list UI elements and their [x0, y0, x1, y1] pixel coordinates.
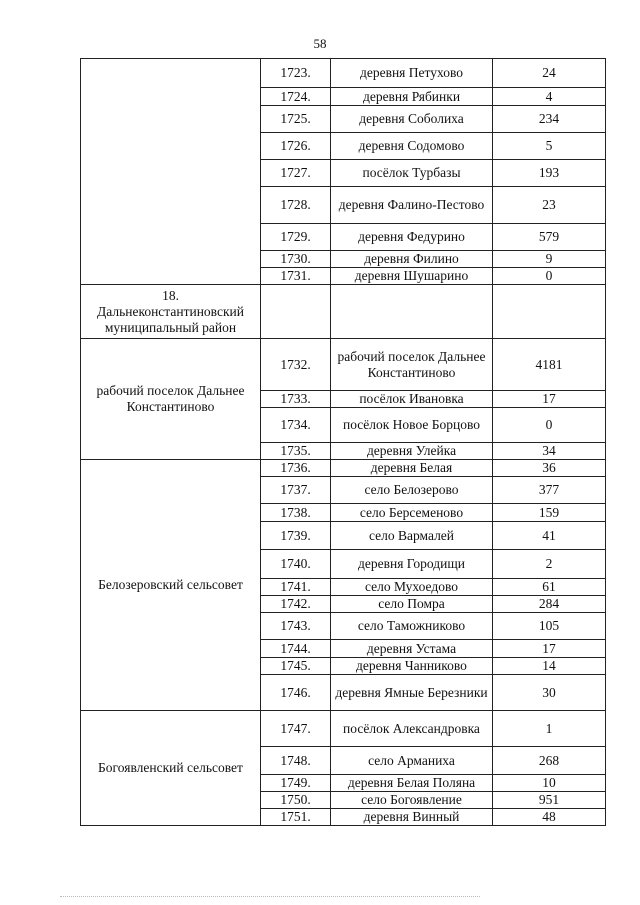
settlement-name: деревня Федурино [331, 224, 493, 251]
population: 23 [493, 187, 606, 224]
population: 36 [493, 460, 606, 477]
settlement-name: деревня Филино [331, 251, 493, 268]
settlement-name: посёлок Ивановка [331, 391, 493, 408]
settlement-name: посёлок Новое Борцово [331, 408, 493, 443]
row-number: 1738. [261, 504, 331, 522]
settlement-name: деревня Петухово [331, 59, 493, 88]
population: 193 [493, 160, 606, 187]
row-number: 1723. [261, 59, 331, 88]
row-number: 1741. [261, 579, 331, 596]
population: 0 [493, 268, 606, 285]
row-number: 1735. [261, 443, 331, 460]
settlement-name: село Мухоедово [331, 579, 493, 596]
population: 61 [493, 579, 606, 596]
row-number: 1731. [261, 268, 331, 285]
row-number: 1746. [261, 675, 331, 711]
table-row [81, 59, 606, 88]
population: 159 [493, 504, 606, 522]
row-number: 1733. [261, 391, 331, 408]
settlement-name: деревня Содомово [331, 133, 493, 160]
settlement-name: село Богоявление [331, 792, 493, 809]
settlement-name: деревня Винный [331, 809, 493, 826]
settlement-name: село Таможниково [331, 613, 493, 640]
population: 41 [493, 522, 606, 550]
population: 10 [493, 775, 606, 792]
settlement-name: деревня Белая [331, 460, 493, 477]
population: 268 [493, 747, 606, 775]
settlement-name: деревня Соболиха [331, 106, 493, 133]
population: 48 [493, 809, 606, 826]
table-row [81, 339, 606, 391]
row-number: 1749. [261, 775, 331, 792]
settlement-name: деревня Рябинки [331, 88, 493, 106]
settlement-name: деревня Городищи [331, 550, 493, 579]
settlement-name: деревня Улейка [331, 443, 493, 460]
area-cell [81, 59, 261, 285]
page-number: 58 [313, 36, 327, 51]
area-cell: Богоявленский сельсовет [81, 711, 261, 826]
empty-cell [331, 285, 493, 339]
row-number: 1750. [261, 792, 331, 809]
settlement-name: деревня Фалино-Пестово [331, 187, 493, 224]
district-number: 18. [162, 287, 179, 303]
row-number: 1737. [261, 477, 331, 504]
row-number: 1729. [261, 224, 331, 251]
population: 5 [493, 133, 606, 160]
row-number: 1751. [261, 809, 331, 826]
settlement-name: село Белозерово [331, 477, 493, 504]
settlement-name: деревня Чанниково [331, 658, 493, 675]
area-cell: Белозеровский сельсовет [81, 460, 261, 711]
row-number: 1730. [261, 251, 331, 268]
district-heading [81, 285, 261, 339]
settlement-name: посёлок Турбазы [331, 160, 493, 187]
settlement-name: деревня Шушарино [331, 268, 493, 285]
population: 377 [493, 477, 606, 504]
population: 30 [493, 675, 606, 711]
area-cell: рабочий поселок Дальнее Константиново [81, 339, 261, 460]
row-number: 1742. [261, 596, 331, 613]
row-number: 1727. [261, 160, 331, 187]
row-number: 1740. [261, 550, 331, 579]
settlement-name: село Берсеменово [331, 504, 493, 522]
row-number: 1726. [261, 133, 331, 160]
scan-artifact-line [60, 896, 480, 899]
row-number: 1743. [261, 613, 331, 640]
settlement-name: село Арманиха [331, 747, 493, 775]
population: 2 [493, 550, 606, 579]
population: 17 [493, 640, 606, 658]
row-number: 1745. [261, 658, 331, 675]
population: 4 [493, 88, 606, 106]
settlement-name: рабочий поселок Дальнее Константиново [331, 339, 493, 391]
row-number: 1728. [261, 187, 331, 224]
population: 105 [493, 613, 606, 640]
population: 9 [493, 251, 606, 268]
row-number: 1734. [261, 408, 331, 443]
row-number: 1744. [261, 640, 331, 658]
empty-cell [261, 285, 331, 339]
table-row [81, 711, 606, 747]
population: 1 [493, 711, 606, 747]
population: 234 [493, 106, 606, 133]
population: 951 [493, 792, 606, 809]
row-number: 1725. [261, 106, 331, 133]
population: 24 [493, 59, 606, 88]
population: 579 [493, 224, 606, 251]
population: 0 [493, 408, 606, 443]
settlement-name: деревня Ямные Березники [331, 675, 493, 711]
row-number: 1736. [261, 460, 331, 477]
settlement-name: деревня Белая Поляна [331, 775, 493, 792]
settlement-name: посёлок Александровка [331, 711, 493, 747]
settlement-name: деревня Устама [331, 640, 493, 658]
population: 284 [493, 596, 606, 613]
district-row [81, 285, 606, 339]
row-number: 1748. [261, 747, 331, 775]
population: 14 [493, 658, 606, 675]
settlements-table [80, 58, 606, 826]
settlement-name: село Вармалей [331, 522, 493, 550]
row-number: 1747. [261, 711, 331, 747]
table-row [81, 460, 606, 477]
district-name: Дальнеконстантиновский муниципальный район [97, 303, 244, 335]
population: 34 [493, 443, 606, 460]
settlement-name: село Помра [331, 596, 493, 613]
population: 4181 [493, 339, 606, 391]
empty-cell [493, 285, 606, 339]
row-number: 1739. [261, 522, 331, 550]
row-number: 1732. [261, 339, 331, 391]
population: 17 [493, 391, 606, 408]
row-number: 1724. [261, 88, 331, 106]
